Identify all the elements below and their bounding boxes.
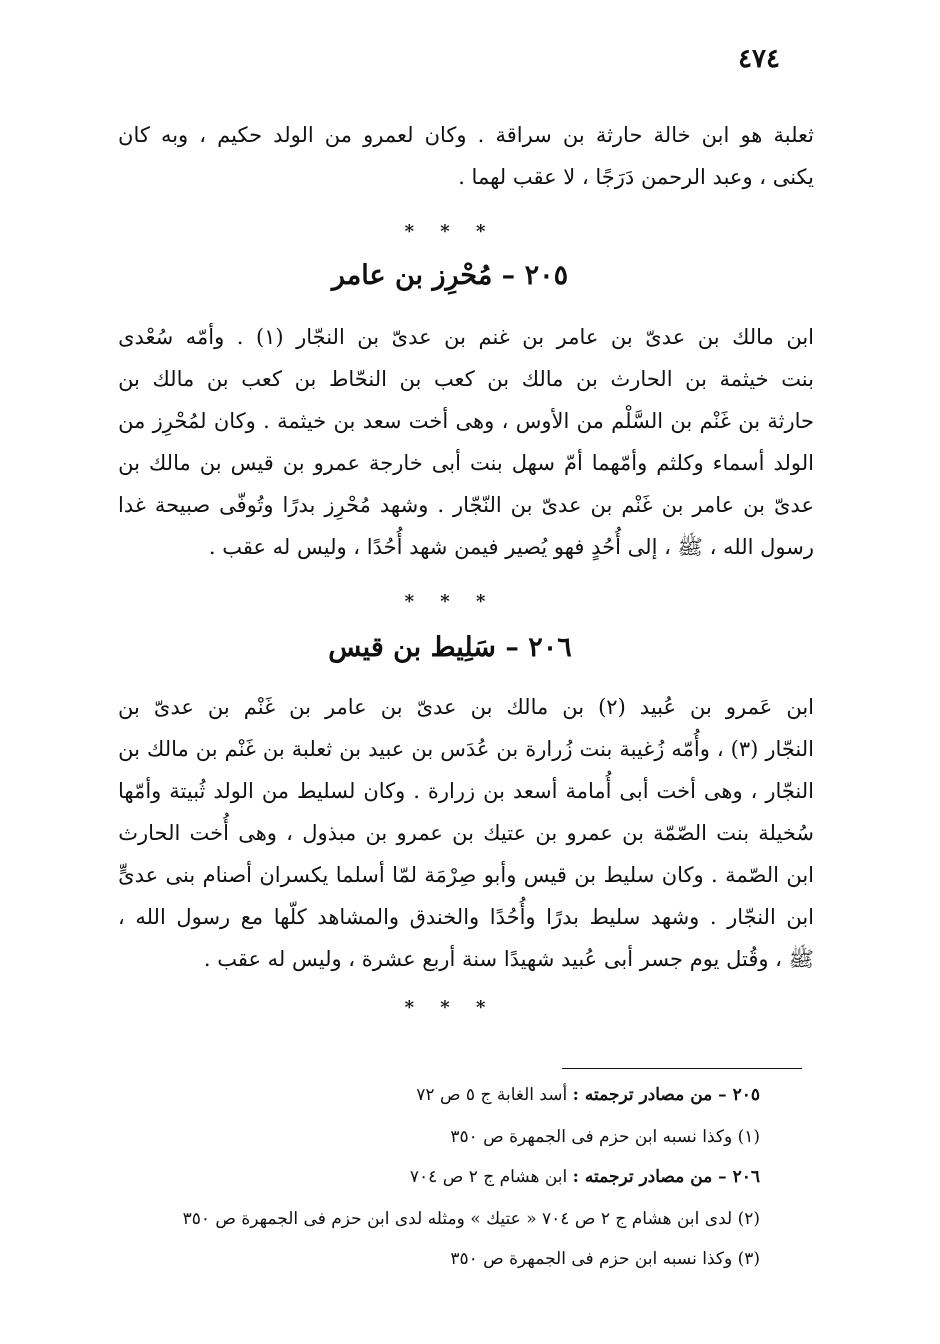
word: ، [716, 737, 724, 761]
word: بن [206, 367, 229, 391]
word: . [711, 863, 718, 887]
word: مع [240, 905, 264, 929]
footnote-text: ابن هشام ج ٢ ص ٧٠٤ [409, 1167, 573, 1187]
word: عامر [324, 695, 367, 719]
word: ابن [786, 695, 814, 719]
word: بن [118, 451, 140, 475]
word: بدرًا [546, 905, 579, 929]
text-line [118, 938, 814, 980]
page-number: ٤٧٤ [738, 44, 780, 74]
word: أُمامة [565, 779, 612, 803]
word: وهى [703, 779, 743, 803]
word: وكان [213, 409, 256, 433]
word: ، [750, 779, 758, 803]
text-line [118, 686, 814, 728]
word: بن [610, 325, 633, 349]
word: بنت [469, 451, 503, 475]
word: حارثة [767, 409, 814, 433]
word: بن [339, 737, 362, 761]
footnote [100, 1082, 760, 1108]
word: بن [483, 779, 505, 803]
word: من [261, 779, 290, 803]
word: الولد [773, 451, 814, 475]
word: بن [690, 695, 712, 719]
word: بن [411, 737, 434, 761]
word: عدىّ [645, 325, 686, 349]
word: بن [535, 821, 558, 845]
word: مُحْرِز [324, 493, 371, 517]
footnote [100, 1124, 760, 1150]
word: أسماء [712, 451, 765, 475]
word: بن [289, 695, 311, 719]
word: . [413, 779, 420, 803]
word: عبيد [368, 737, 405, 761]
word: وكان [424, 123, 467, 147]
word: (١) [255, 325, 284, 349]
word: غَنْم [224, 737, 256, 761]
footnote-rule [562, 1068, 802, 1069]
word: ابن [786, 905, 814, 929]
word: وأبو [483, 863, 517, 887]
text-line-content: رسول الله ، ﷺ ، إلى أُحُدٍ فهو يُصير فيمن شهد أُحُدًا ، وليس له عقب . [208, 535, 814, 559]
footnote-text: أسد الغابة ج ٥ ص ٧٢ [416, 1085, 573, 1105]
text-line [118, 896, 814, 938]
word: ابن [701, 123, 730, 147]
word: وأمّها [118, 779, 162, 803]
word: الحارث [118, 821, 181, 845]
word: غَنْم [621, 493, 653, 517]
word: مالك [521, 367, 564, 391]
footnote [100, 1164, 760, 1190]
word: بن [399, 367, 422, 391]
word: سُعْدى [118, 325, 174, 349]
word: خيثمة [719, 367, 769, 391]
word: كعب [433, 367, 475, 391]
word: بن [661, 493, 684, 517]
word: بن [357, 325, 380, 349]
footnote [100, 1246, 760, 1272]
word: غنم [478, 325, 510, 349]
section-206-body [118, 686, 814, 980]
word: أمّ [563, 451, 583, 475]
word: ابن [786, 325, 814, 349]
word: أبى [619, 779, 649, 803]
word: حكيم [217, 123, 263, 147]
text-line [118, 484, 814, 526]
word: بن [522, 325, 545, 349]
word: النحّاط [328, 367, 387, 391]
text-line [118, 358, 814, 400]
word: خيثمة [277, 409, 327, 433]
word: زرارة [427, 779, 476, 803]
intro-paragraph [118, 114, 814, 198]
word: ثُبيتة [169, 779, 206, 803]
word: غَنْم [243, 695, 276, 719]
word: . [437, 493, 445, 517]
word: عدىٍّ [118, 863, 159, 887]
word: والمشاهد [317, 905, 400, 929]
word: (٢) [598, 695, 626, 719]
word: ، [501, 409, 509, 433]
word: قيس [230, 451, 274, 475]
word: وشهد [650, 905, 700, 929]
word: زُغيبة [619, 737, 665, 761]
word: . [709, 905, 717, 929]
word: بنى [165, 863, 196, 887]
word: بنت [716, 821, 750, 845]
word: لسليط [297, 779, 356, 803]
word: كان [118, 123, 150, 147]
footnote-source-label: ٢٠٦ – من مصادر ترجمته : [572, 1167, 760, 1187]
word: وأُمّه [671, 737, 710, 761]
word: أخت [408, 409, 449, 433]
word: أخت [656, 779, 696, 803]
word: لمُحْرِز [152, 409, 207, 433]
word: عتيك [483, 821, 527, 845]
word: حارثة [595, 123, 643, 147]
word: عَمرو [725, 695, 773, 719]
text-line-content: يكنى ، وعبد الرحمن دَرَجًا ، لا عقب لهما . [458, 165, 814, 189]
word: ثعلبة [773, 123, 814, 147]
word: بن [207, 695, 230, 719]
word: كعب [241, 367, 282, 391]
word: وبه [160, 123, 189, 147]
word: مالك [506, 695, 549, 719]
word: بن [262, 737, 285, 761]
word: ، [199, 123, 207, 147]
text-line [118, 114, 814, 156]
word: ثعلبة [291, 737, 333, 761]
word: من [118, 409, 146, 433]
word: صِرْمَة [424, 863, 477, 887]
word: النجّار [296, 325, 345, 349]
word: يكسران [259, 863, 329, 887]
word: بن [380, 695, 403, 719]
word: (٣) [730, 737, 759, 761]
word: لعمرو [363, 123, 414, 147]
text-line [118, 442, 814, 484]
word: خالة [653, 123, 691, 147]
word: عدىّ [541, 493, 582, 517]
word: أُخت [189, 821, 229, 845]
word: عدىّ [153, 695, 194, 719]
word: الولد [213, 779, 254, 803]
word: بن [365, 821, 388, 845]
word: وكان [363, 779, 406, 803]
word: . [263, 409, 270, 433]
word: خارجة [368, 451, 423, 475]
section-heading-205: ٢٠٥ – مُحْرِز بن عامر [331, 260, 569, 291]
word: الأوس [515, 409, 570, 433]
word: عمرو [313, 451, 360, 475]
word: أسلما [335, 863, 385, 887]
section-separator: * * * [404, 221, 496, 242]
word: بن [697, 325, 720, 349]
text-line [118, 156, 814, 198]
word: بن [118, 695, 140, 719]
section-separator: * * * [404, 591, 496, 612]
word: بنت [579, 737, 613, 761]
text-line-content: ﷺ ، وقُتل يوم جسر أبى عُبيد شهيدًا سنة أربع عشرة ، وليس له عقب . [203, 947, 814, 971]
word: سهل [511, 451, 555, 475]
word: هو [740, 123, 763, 147]
word: ، [118, 905, 125, 929]
word: وكان [661, 863, 704, 887]
word: وشهد [379, 493, 429, 517]
word: عمرو [566, 821, 613, 845]
word: سُخيلة [758, 821, 814, 845]
word: النّجّار [453, 493, 502, 517]
word: وتُوفّى [219, 493, 274, 517]
word: بن [452, 821, 474, 845]
word: ، [286, 821, 293, 845]
word: عامر [692, 493, 735, 517]
section-205-body [118, 316, 814, 568]
word: من [576, 409, 604, 433]
word: بن [118, 737, 140, 761]
word: عامر [556, 325, 599, 349]
word: أسعد [512, 779, 558, 803]
word: الحارث [610, 367, 673, 391]
word: عُبيد [639, 695, 677, 719]
word: وأمّهما [591, 451, 648, 475]
word: أبى [431, 451, 461, 475]
footnote-text: (١) وكذا نسبه ابن حزم فى الجمهرة ص ٣٥٠ [450, 1127, 760, 1147]
word: عدىّ [391, 325, 432, 349]
word: وأمّه [185, 325, 225, 349]
word: السَّلْم [611, 409, 664, 433]
word: عدىّ [416, 695, 457, 719]
word: الولد [273, 123, 314, 147]
section-heading-206: ٢٠٦ – سَلِيط بن قيس [328, 632, 572, 663]
word: مالك [147, 737, 189, 761]
word: كلّها [273, 905, 307, 929]
word: سعد [362, 409, 402, 433]
word: بن [670, 409, 693, 433]
word: بن [562, 123, 585, 147]
word: وأُحُدًا [489, 905, 536, 929]
word: بن [574, 863, 597, 887]
word: غَنْم [699, 409, 731, 433]
word: مبذول [302, 821, 357, 845]
word: بن [444, 325, 466, 349]
word: ابن [786, 863, 814, 887]
word: صبيحة [154, 493, 211, 517]
word: بن [195, 737, 218, 761]
text-line [118, 400, 814, 442]
text-line [118, 526, 814, 568]
word: بن [738, 409, 761, 433]
word: قيس [523, 863, 567, 887]
word: مالك [152, 367, 195, 391]
word: بن [470, 695, 493, 719]
footnote-text: (٢) لدى ابن هشام ج ٢ ص ٧٠٤ « عتيك » ومثله لدى ابن حزم فى الجمهرة ص ٣٥٠ [182, 1209, 760, 1229]
word: أصنام [202, 863, 252, 887]
word: . [477, 123, 485, 147]
word: عمرو [396, 821, 443, 845]
word: . [236, 325, 244, 349]
word: وهى [238, 821, 277, 845]
text-line [118, 728, 814, 770]
text-line [118, 316, 814, 358]
word: من [324, 123, 353, 147]
word: بن [118, 367, 140, 391]
word: بن [294, 367, 317, 391]
word: رسول [176, 905, 231, 929]
word: النجّار [727, 905, 776, 929]
word: بن [590, 493, 613, 517]
word: غدا [118, 493, 146, 517]
text-line [118, 770, 814, 812]
word: بن [487, 367, 510, 391]
footnote-text: (٣) وكذا نسبه ابن حزم فى الجمهرة ص ٣٥٠ [450, 1249, 760, 1269]
word: بن [562, 695, 585, 719]
word: لمّا [392, 863, 418, 887]
word: سراقة [495, 123, 552, 147]
text-line [118, 854, 814, 896]
word: بنت [781, 367, 814, 391]
word: النجّار [765, 737, 814, 761]
word: بن [199, 451, 222, 475]
word: سليط [603, 863, 655, 887]
word: الصّمة [725, 863, 779, 887]
text-line [118, 812, 814, 854]
word: سليط [589, 905, 641, 929]
word: الله [135, 905, 166, 929]
word: مالك [148, 451, 191, 475]
word: بن [576, 367, 598, 391]
word: وهى [455, 409, 495, 433]
word: بن [510, 493, 533, 517]
word: زُرارة [525, 737, 573, 761]
word: بن [282, 451, 305, 475]
word: بن [743, 493, 766, 517]
footnote [100, 1206, 760, 1232]
word: مالك [732, 325, 774, 349]
word: وكلثم [656, 451, 704, 475]
word: عدىّ [774, 493, 814, 517]
word: بن [622, 821, 644, 845]
word: بدرًا [282, 493, 316, 517]
word: والخندق [409, 905, 480, 929]
word: الصّمّة [653, 821, 708, 845]
word: بن [685, 367, 707, 391]
word: بن [333, 409, 356, 433]
footnote-source-label: ٢٠٥ – من مصادر ترجمته : [572, 1085, 760, 1105]
section-separator: * * * [404, 997, 496, 1018]
word: عُدَس [440, 737, 490, 761]
word: النجّار [765, 779, 814, 803]
word: بن [496, 737, 519, 761]
